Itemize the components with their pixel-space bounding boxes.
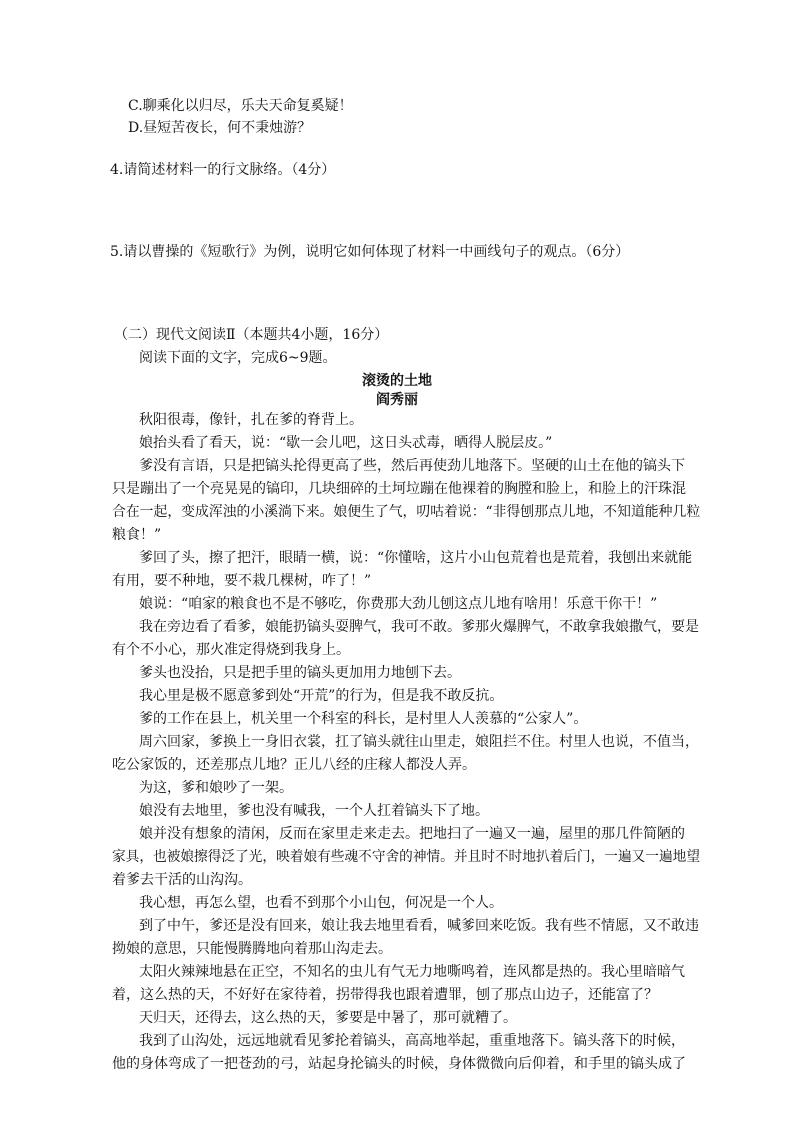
article-line: 我在旁边看了看爹，娘能扔镐头耍脾气，我可不敢。爹那火爆脾气，不敢拿我娘撒气，要是 xyxy=(139,619,699,635)
article-line: 只是蹦出了一个亮晃晃的镐印，几块细碎的土坷垃蹦在他裸着的胸膛和脸上，和脸上的汗珠混 xyxy=(112,481,686,497)
article-line: 娘说：“咱家的粮食也不是不够吃，你费那大劲儿刨这点儿地有啥用！乐意干你干！” xyxy=(139,596,658,612)
article-line: 家具，也被娘擦得泛了光，映着娘有些魂不守舍的神情。并且时不时地扒着后门，一遍又一遍地望 xyxy=(112,849,700,865)
article-line: 粮食！” xyxy=(112,527,162,543)
article-line: 着，这么热的天，不好好在家待着，拐带得我也跟着遭罪，刨了那点山边子，还能富了？ xyxy=(112,987,658,1003)
article-line: 他的身体弯成了一把苍劲的弓，站起身抡镐头的时候，身体微微向后仰着，和手里的镐头成了 xyxy=(112,1056,686,1072)
article-line: 到了中午，爹还是没有回来，娘让我去地里看看，喊爹回来吃饭。我有些不情愿，又不敢违 xyxy=(139,918,699,934)
section-instruction: 阅读下面的文字，完成6~9题。 xyxy=(139,350,337,366)
question-5: 5.请以曹操的《短歌行》为例，说明它如何体现了材料一中画线句子的观点。（6分） xyxy=(110,244,630,260)
article-line: 爹没有言语，只是把镐头抡得更高了些，然后再使劲儿地落下。坚硬的山土在他的镐头下 xyxy=(139,458,685,474)
article-line: 周六回家，爹换上一身旧衣裳，扛了镐头就往山里走，娘阻拦不住。村里人也说，不值当， xyxy=(139,734,699,750)
article-line: 拗娘的意思，只能慢腾腾地向着那山沟走去。 xyxy=(112,941,392,957)
article-line: 有用，要不种地，要不栽几棵树，咋了！” xyxy=(112,573,372,589)
article-line: 爹头也没抬，只是把手里的镐头更加用力地刨下去。 xyxy=(139,665,461,681)
article-line: 我心想，再怎么望，也看不到那个小山包，何况是一个人。 xyxy=(139,895,503,911)
article-line: 天归天，还得去，这么热的天，爹要是中暑了，那可就糟了。 xyxy=(139,1010,517,1026)
article-line: 娘并没有想象的清闲，反而在家里走来走去。把地扫了一遍又一遍，屋里的那几件简陋的 xyxy=(139,826,685,842)
article-line: 有个不小心，那火准定得烧到我身上。 xyxy=(112,642,350,658)
article-line: 太阳火辣辣地悬在正空，不知名的虫儿有气无力地嘶鸣着，连风都是热的。我心里暗暗气 xyxy=(139,964,685,980)
article-line: 爹回了头，擦了把汗，眼睛一横，说：“你懂啥，这片小山包荒着也是荒着，我刨出来就能 xyxy=(139,550,693,566)
question-4: 4.请简述材料一的行文脉络。（4分） xyxy=(110,162,336,178)
option-d: D.昼短苦夜长，何不秉烛游？ xyxy=(128,120,312,136)
article-line: 合在一起，变成浑浊的小溪淌下来。娘便生了气，叨咕着说：“非得刨那点儿地，不知道能种几粒 xyxy=(112,504,701,520)
article-line: 我心里是极不愿意爹到处“开荒”的行为，但是我不敢反抗。 xyxy=(139,688,504,704)
article-line: 为这，爹和娘吵了一架。 xyxy=(139,780,293,796)
article-line: 娘没有去地里，爹也没有喊我，一个人扛着镐头下了地。 xyxy=(139,803,489,819)
article-line: 娘抬头看了看天，说：“歇一会儿吧，这日头忒毒，晒得人脱层皮。” xyxy=(139,435,553,451)
section-heading: （二）现代文阅读Ⅱ（本题共4小题，16分） xyxy=(114,327,389,343)
article-title: 滚烫的土地 xyxy=(362,373,432,389)
option-c: C.聊乘化以归尽，乐夫天命复奚疑！ xyxy=(128,98,353,114)
article-line: 吃公家饭的，还差那点儿地？正儿八经的庄稼人都没人弄。 xyxy=(112,757,476,773)
article-line: 我到了山沟处，远远地就看见爹抡着镐头，高高地举起，重重地落下。镐头落下的时候， xyxy=(139,1033,685,1049)
article-line: 爹的工作在县上，机关里一个科室的科长，是村里人人羡慕的“公家人”。 xyxy=(139,711,588,727)
article-line: 着爹去干活的山沟沟。 xyxy=(112,872,252,888)
article-author: 阎秀丽 xyxy=(376,392,418,408)
article-line: 秋阳很毒，像针，扎在爹的脊背上。 xyxy=(139,412,363,428)
